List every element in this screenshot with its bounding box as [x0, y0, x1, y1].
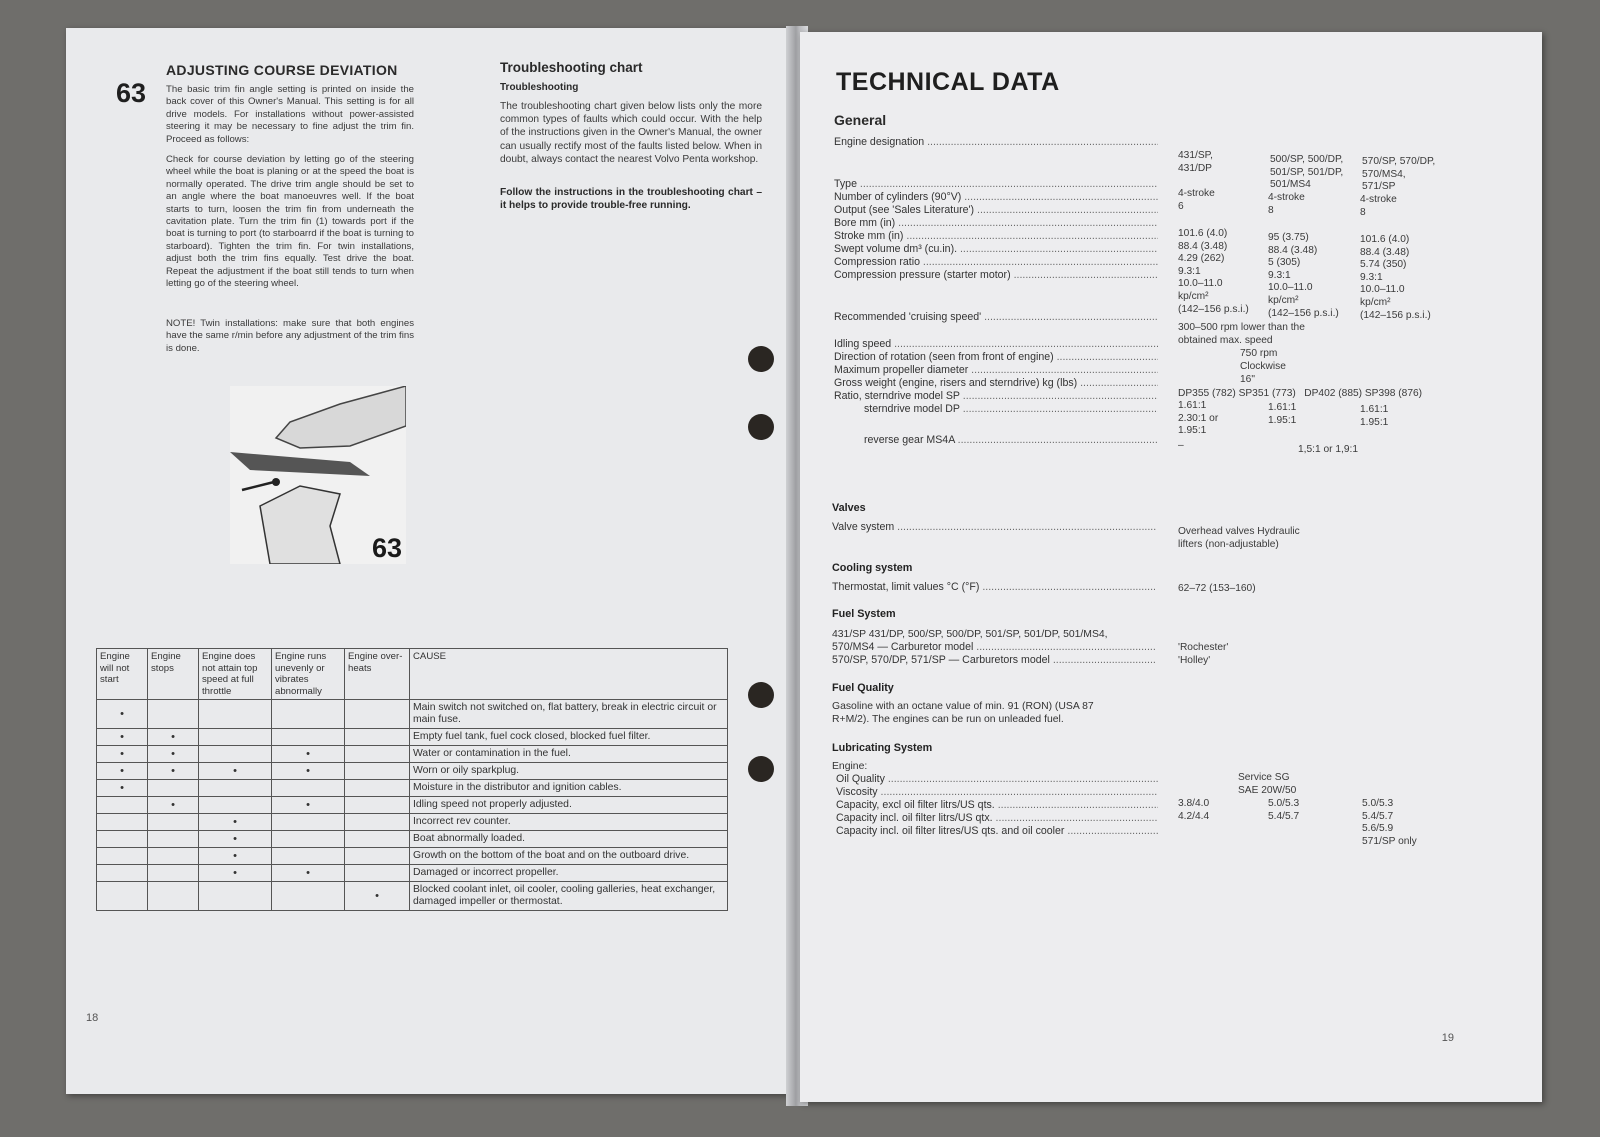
section-number: 63: [116, 78, 147, 108]
label-carburetors-model: 570/SP, 570/DP, 571/SP — Carburetors model .....: [832, 654, 1156, 667]
course-note: NOTE! Twin installations: make sure that both engines have the same r/min before any adjustment of the trim fins is done.: [166, 318, 414, 354]
col2-oil-capacity: 5.0/5.3 5.4/5.7: [1268, 798, 1300, 822]
lubricating-system-heading: Lubricating System: [832, 742, 933, 754]
course-paragraph-1: The basic trim fin angle setting is printed on inside the back cover of this Owner's Manual. This setting is for all drive models. For installations without power-assisted steering it may be necessary to fine adjust the trim fin. Proceed as follows:: [166, 84, 414, 145]
fuel-models-line: 431/SP 431/DP, 500/SP, 500/DP, 501/SP, 501/DP, 501/MS4,: [832, 629, 1108, 640]
symptom-mark: [97, 865, 148, 882]
table-row: [97, 763, 728, 780]
cause-cell: Damaged or incorrect propeller.: [410, 865, 728, 882]
symptom-mark: •: [97, 729, 148, 746]
label-idling-speed: Idling speed .....: [834, 338, 1158, 351]
symptom-mark: [148, 780, 199, 797]
symptom-mark: [272, 700, 345, 729]
table-row: [97, 848, 728, 865]
course-paragraph-2: Check for course deviation by letting go of the steering wheel while the boat is planing or at the speed the boat is normally operated. The drive trim angle should be set to an angle where the boat manoeuvres well. If the boat starts to turn, loosen the trim fin from underneath the cavitation plate. Turn the trim fin (1) towards port if the boat is turning to port (to starboarrd if the boat is turning to starboard). Tighten the trim fin. For twin installations, adjust both the trim fins equally. Test drive the boat. Repeat the adjustment if the boat still tends to turn when letting go of the steering wheel.: [166, 154, 414, 290]
table-row: [97, 865, 728, 882]
col3-type: 4-stroke: [1360, 194, 1397, 205]
col1-engine-block: 101.6 (4.0) 88.4 (3.48) 4.29 (262) 9.3:1 10.0–11.0 kp/cm² (142–156 p.s.i.): [1178, 228, 1249, 315]
label-type: Type .....: [834, 178, 1158, 191]
symptom-mark: [345, 848, 410, 865]
troubleshooting-subheading: Troubleshooting: [500, 82, 579, 93]
symptom-mark: [199, 882, 272, 911]
general-heading: General: [834, 112, 887, 128]
symptom-mark: •: [97, 700, 148, 729]
symptom-mark: [345, 729, 410, 746]
symptom-mark: [345, 831, 410, 848]
cause-cell: Growth on the bottom of the boat and on the outboard drive.: [410, 848, 728, 865]
label-ratio-dp: sterndrive model DP .....: [864, 403, 1158, 416]
col1-designation: 431/SP, 431/DP: [1178, 150, 1213, 174]
idling-speed-value: 750 rpm: [1240, 348, 1278, 359]
cruising-speed-value: 300–500 rpm lower than the obtained max. speed: [1178, 322, 1305, 346]
symptom-mark: [345, 865, 410, 882]
trim-fin-photo: [230, 386, 406, 564]
symptom-mark: [148, 814, 199, 831]
troubleshooting-heading: Troubleshooting chart: [500, 60, 643, 75]
table-row: [97, 797, 728, 814]
symptom-mark: [148, 882, 199, 911]
symptom-mark: [97, 848, 148, 865]
symptom-mark: [345, 797, 410, 814]
symptom-mark: •: [148, 746, 199, 763]
label-oil-quality: Oil Quality .....: [836, 773, 1158, 786]
symptom-mark: [199, 700, 272, 729]
cause-cell: Worn or oily sparkplug.: [410, 763, 728, 780]
troubleshooting-table: [96, 648, 728, 911]
rotation-value: Clockwise: [1240, 361, 1286, 372]
label-compression-pressure: Compression pressure (starter motor) .....: [834, 269, 1158, 282]
table-row: [97, 814, 728, 831]
symptom-mark: [97, 797, 148, 814]
right-page: [800, 32, 1542, 1102]
col2-reverse-gear: 1,5:1 or 1,9:1: [1298, 444, 1359, 455]
propeller-value: 16": [1240, 374, 1255, 385]
symptom-mark: [345, 746, 410, 763]
symptom-mark: •: [199, 814, 272, 831]
col-engine-stops: Engine stops: [148, 649, 199, 700]
col3-engine-block: 101.6 (4.0) 88.4 (3.48) 5.74 (350) 9.3:1 10.0–11.0 kp/cm² (142–156 p.s.i.): [1360, 234, 1431, 321]
symptom-mark: [148, 865, 199, 882]
symptom-mark: •: [148, 729, 199, 746]
table-row: [97, 831, 728, 848]
label-gross-weight: Gross weight (engine, risers and sterndrive) kg (lbs) .....: [834, 377, 1158, 390]
table-row: [97, 729, 728, 746]
label-thermostat: Thermostat, limit values °C (°F) .....: [832, 581, 1156, 594]
cooling-system-heading: Cooling system: [832, 562, 913, 574]
symptom-mark: •: [272, 763, 345, 780]
symptom-mark: •: [199, 865, 272, 882]
symptom-mark: •: [272, 797, 345, 814]
label-viscosity: Viscosity .....: [836, 786, 1158, 799]
col2-type: 4-stroke: [1268, 192, 1305, 203]
col-overheats: Engine over-heats: [345, 649, 410, 700]
label-cruising-speed: Recommended 'cruising speed' .....: [834, 311, 1158, 324]
col1-type: 4-stroke: [1178, 188, 1215, 199]
cause-cell: Idling speed not properly adjusted.: [410, 797, 728, 814]
label-valve-system: Valve system .....: [832, 521, 1156, 534]
carburetor-value-holley: 'Holley': [1178, 655, 1211, 666]
label-capacity-excl: Capacity, excl oil filter litrs/US qts. .....: [836, 799, 1158, 812]
page-number-left: 18: [86, 1012, 99, 1024]
label-compression-ratio: Compression ratio .....: [834, 256, 1158, 269]
symptom-mark: [345, 700, 410, 729]
cause-cell: Empty fuel tank, fuel cock closed, blocked fuel filter.: [410, 729, 728, 746]
label-stroke: Stroke mm (in) .....: [834, 230, 1158, 243]
symptom-mark: •: [272, 746, 345, 763]
col2-engine-block: 95 (3.75) 88.4 (3.48) 5 (305) 9.3:1 10.0–11.0 kp/cm² (142–156 p.s.i.): [1268, 232, 1339, 319]
symptom-mark: •: [148, 763, 199, 780]
valves-heading: Valves: [832, 502, 866, 514]
binder-hole: [748, 756, 774, 782]
col-engine-will-not-start: Engine will not start: [97, 649, 148, 700]
symptom-mark: •: [199, 763, 272, 780]
symptom-mark: •: [199, 848, 272, 865]
symptom-mark: [345, 814, 410, 831]
viscosity-value: SAE 20W/50: [1238, 785, 1297, 796]
fuel-quality-heading: Fuel Quality: [832, 682, 894, 694]
col1-cylinders: 6: [1178, 201, 1184, 212]
col1-ratios: 1.61:1 2.30:1 or 1.95:1: [1178, 400, 1219, 437]
table-row: [97, 700, 728, 729]
symptom-mark: •: [345, 882, 410, 911]
symptom-mark: [97, 831, 148, 848]
symptom-mark: •: [97, 746, 148, 763]
col2-cylinders: 8: [1268, 205, 1274, 216]
table-header-row: [97, 649, 728, 700]
col-cause: CAUSE: [410, 649, 728, 700]
cause-cell: Incorrect rev counter.: [410, 814, 728, 831]
thermostat-value: 62–72 (153–160): [1178, 583, 1256, 594]
symptom-mark: •: [272, 865, 345, 882]
symptom-mark: •: [97, 763, 148, 780]
label-swept-volume: Swept volume dm³ (cu.in). .....: [834, 243, 1158, 256]
col2-ratios: 1.61:1 1.95:1: [1268, 402, 1297, 426]
symptom-mark: [148, 700, 199, 729]
course-deviation-heading: ADJUSTING COURSE DEVIATION: [166, 62, 398, 78]
label-propeller: Maximum propeller diameter .....: [834, 364, 1158, 377]
label-carburetor-model: 570/MS4 — Carburetor model .....: [832, 641, 1156, 654]
symptom-mark: •: [97, 780, 148, 797]
label-capacity-incl-cooler: Capacity incl. oil filter litres/US qts. and oil cooler .....: [836, 825, 1158, 838]
symptom-mark: [148, 831, 199, 848]
symptom-mark: [272, 848, 345, 865]
cause-cell: Blocked coolant inlet, oil cooler, cooling galleries, heat exchanger, damaged impeller or thermostat.: [410, 882, 728, 911]
symptom-mark: [199, 746, 272, 763]
col1-oil-capacity: 3.8/4.0 4.2/4.4: [1178, 798, 1210, 822]
valve-system-value: Overhead valves Hydraulic lifters (non-adjustable): [1178, 526, 1300, 550]
label-cylinders: Number of cylinders (90°V) .....: [834, 191, 1158, 204]
carburetor-value-rochester: 'Rochester': [1178, 642, 1229, 653]
col3-designation: 570/SP, 570/DP, 570/MS4, 571/SP: [1362, 156, 1436, 193]
label-bore: Bore mm (in) .....: [834, 217, 1158, 230]
col3-cylinders: 8: [1360, 207, 1366, 218]
cause-cell: Moisture in the distributor and ignition cables.: [410, 780, 728, 797]
binder-hole: [748, 682, 774, 708]
symptom-mark: [97, 882, 148, 911]
symptom-mark: [272, 831, 345, 848]
label-rotation: Direction of rotation (seen from front of engine) .....: [834, 351, 1158, 364]
symptom-mark: [199, 729, 272, 746]
troubleshooting-bold-note: Follow the instructions in the troubleshooting chart – it helps to provide trouble-free running.: [500, 187, 762, 212]
table-row: [97, 746, 728, 763]
col-runs-unevenly: Engine runs unevenly or vibrates abnormally: [272, 649, 345, 700]
symptom-mark: [97, 814, 148, 831]
fuel-quality-text: Gasoline with an octane value of min. 91 (RON) (USA 87 R+M/2). The engines can be run on unleaded fuel.: [832, 701, 1094, 725]
label-reverse-gear: reverse gear MS4A .....: [864, 434, 1158, 447]
symptom-mark: [199, 797, 272, 814]
oil-quality-value: Service SG: [1238, 772, 1290, 783]
label-capacity-incl: Capacity incl. oil filter litrs/US qtx. .....: [836, 812, 1158, 825]
page-number-right: 19: [1441, 1032, 1454, 1044]
col1-reverse-gear: –: [1178, 440, 1184, 451]
col2-designation: 500/SP, 500/DP, 501/SP, 501/DP, 501/MS4: [1270, 154, 1344, 191]
symptom-mark: [345, 763, 410, 780]
fuel-system-heading: Fuel System: [832, 608, 896, 620]
col-no-top-speed: Engine does not attain top speed at full throttle: [199, 649, 272, 700]
label-ratio-sp: Ratio, sterndrive model SP .....: [834, 390, 1158, 403]
technical-data-title: TECHNICAL DATA: [836, 68, 1060, 96]
symptom-mark: [272, 729, 345, 746]
symptom-mark: [345, 780, 410, 797]
binder-hole: [748, 346, 774, 372]
binder-hole: [748, 414, 774, 440]
symptom-mark: [272, 814, 345, 831]
photo-number: 63: [371, 533, 402, 563]
symptom-mark: [272, 882, 345, 911]
symptom-mark: •: [199, 831, 272, 848]
symptom-mark: [199, 780, 272, 797]
col3-oil-capacity: 5.0/5.3 5.4/5.7 5.6/5.9 571/SP only: [1362, 798, 1417, 847]
troubleshooting-paragraph: The troubleshooting chart given below lists only the more common types of faults which could occur. With the help of the instructions given in the Owner's Manual, the owner can usually rectify most of the faults listed below. When in doubt, always contact the nearest Volvo Penta workshop.: [500, 101, 762, 165]
cause-cell: Boat abnormally loaded.: [410, 831, 728, 848]
engine-label: Engine:: [832, 761, 868, 772]
col3-ratios: 1.61:1 1.95:1: [1360, 404, 1389, 428]
symptom-mark: •: [148, 797, 199, 814]
symptom-mark: [148, 848, 199, 865]
table-row: [97, 780, 728, 797]
cause-cell: Water or contamination in the fuel.: [410, 746, 728, 763]
symptom-mark: [272, 780, 345, 797]
cause-cell: Main switch not switched on, flat battery, break in electric circuit or main fuse.: [410, 700, 728, 729]
label-output: Output (see 'Sales Literature') .....: [834, 204, 1158, 217]
label-engine-designation: Engine designation .....: [834, 136, 1158, 149]
gross-weight-value: DP355 (782) SP351 (773) DP402 (885) SP398 (876): [1178, 388, 1423, 399]
left-page: [66, 28, 792, 1094]
table-row: [97, 882, 728, 911]
